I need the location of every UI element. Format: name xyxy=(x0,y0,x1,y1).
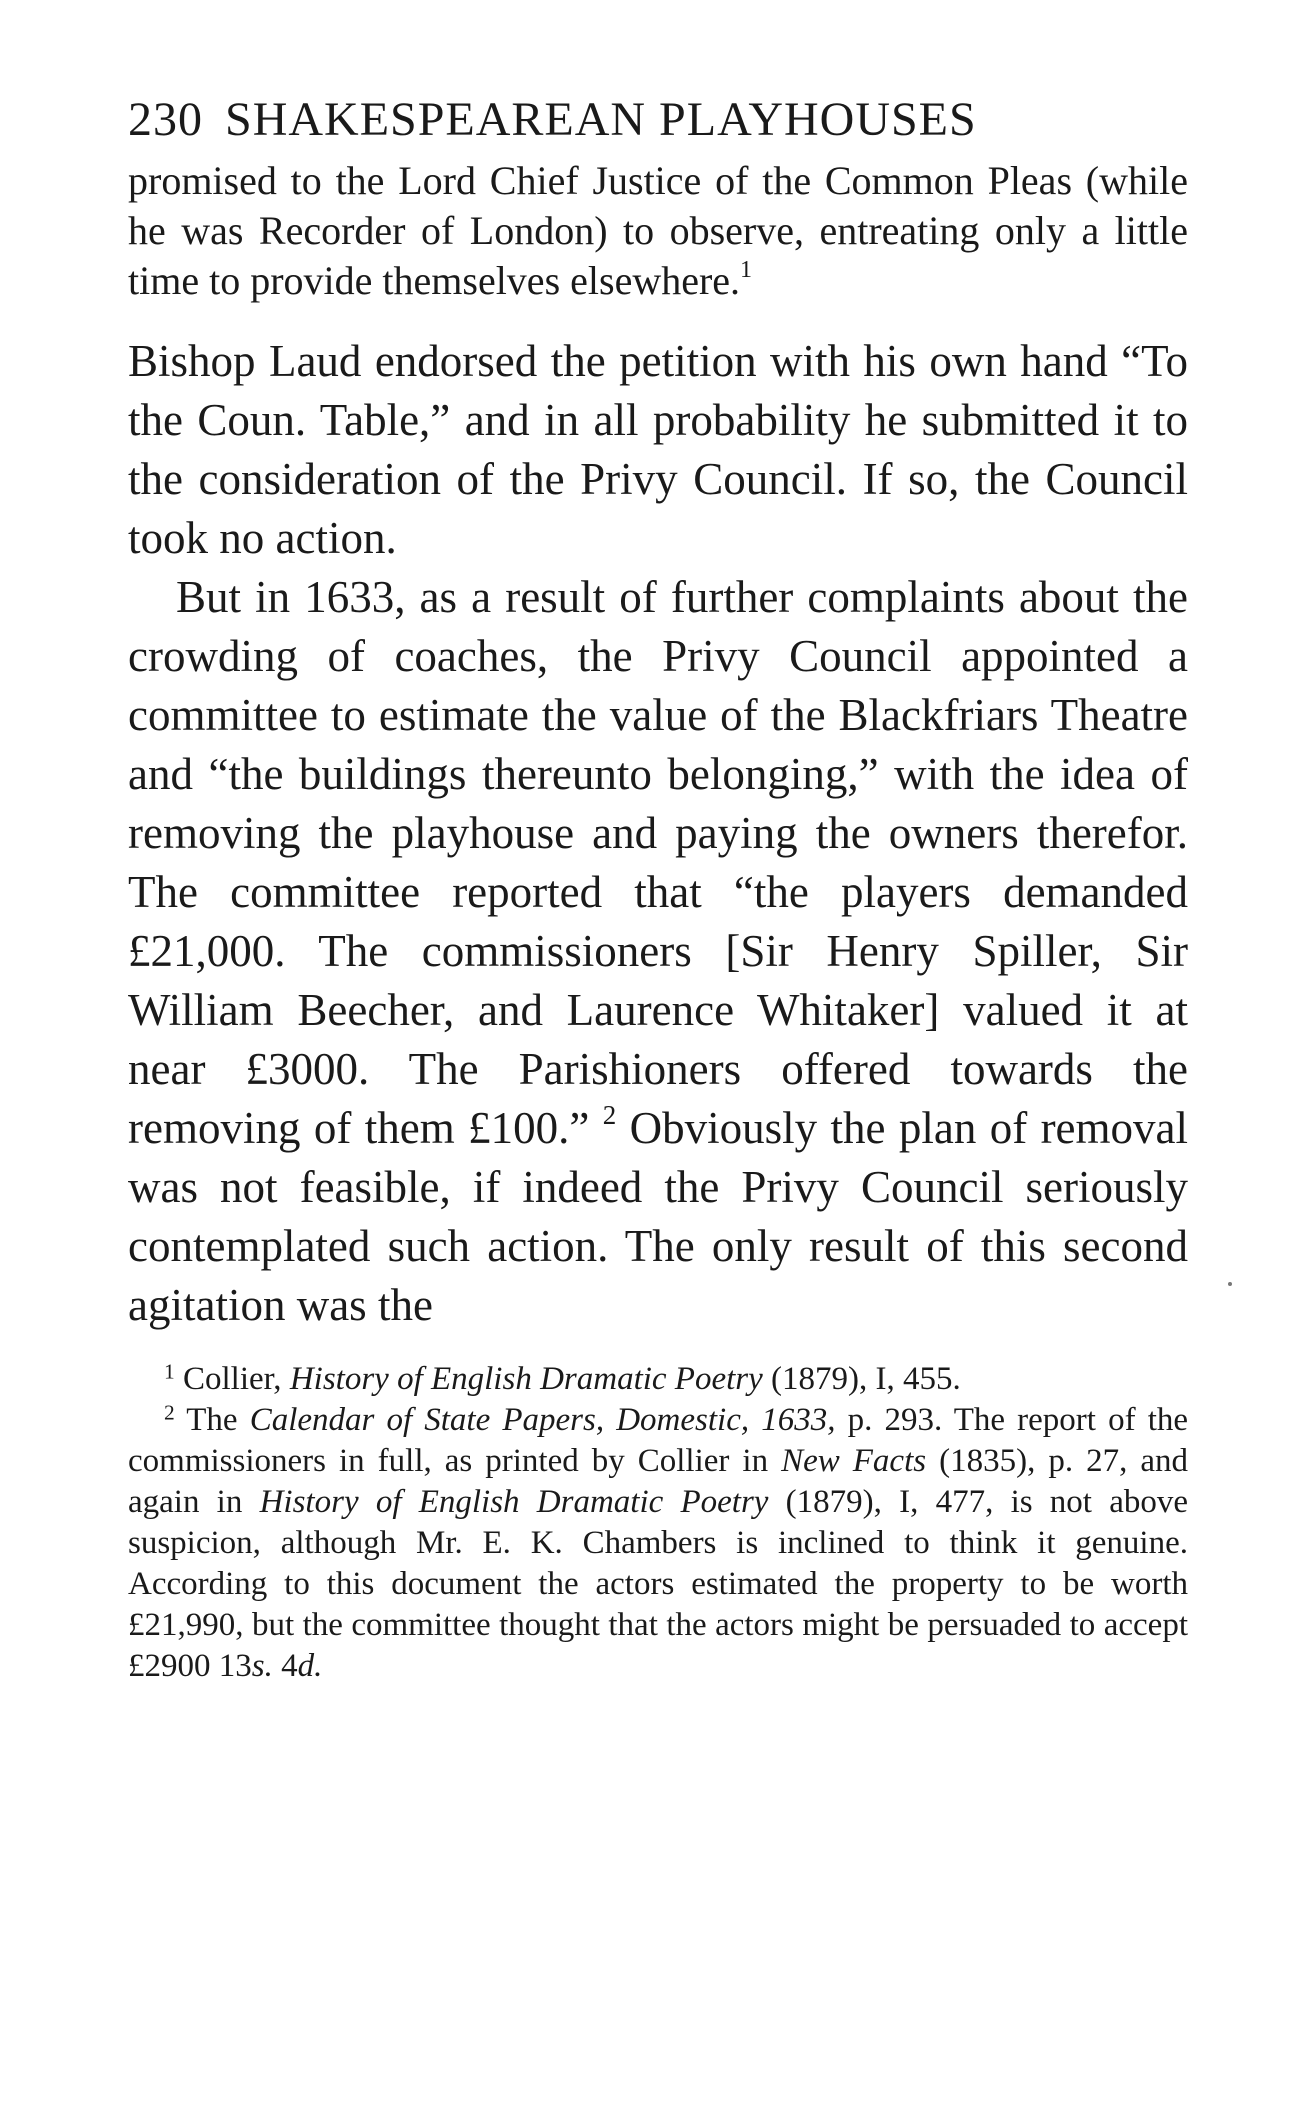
running-title: SHAKESPEAREAN PLAYHOUSES xyxy=(225,93,977,146)
footnote-2-text-pre: The xyxy=(186,1402,250,1438)
paragraph-laud xyxy=(128,332,1188,568)
paragraph-1-text: Bishop Laud endorsed the petition with his own hand “To the Coun. Table,” and in all probability he submitted it to the consideration of the Privy Council. If so, the Council took no action. xyxy=(128,336,1188,563)
footnote-1-text: Collier, xyxy=(182,1361,290,1397)
footnote-2-text-3: (1879), I, 477, is not above suspicion, although Mr. E. K. Chambers is inclined to think it genuine. According to this document the actors estimated the property to be worth £21,990, but the committee thought that the actors might be persuaded to accept £2900 13 xyxy=(128,1484,1188,1684)
footnote-1-title: History of English Dramatic Poetry xyxy=(289,1361,763,1397)
paragraph-2-text-b: Obviously the plan of removal was not feasible, if indeed the Privy Council seriously contemplated such action. The only result of this second agitation was the xyxy=(128,1103,1189,1330)
footnote-2-title-history: History of English Dramatic Poetry xyxy=(259,1484,769,1520)
footnote-2-pence: d. xyxy=(297,1648,323,1684)
footnote-1 xyxy=(128,1359,1188,1400)
footnote-2-marker: 2 xyxy=(164,1400,175,1425)
footnote-2 xyxy=(128,1400,1188,1687)
book-page xyxy=(128,90,1188,1687)
footnote-2-title-new-facts: New Facts xyxy=(781,1443,927,1479)
footnote-ref-1: 1 xyxy=(740,257,753,284)
footnote-1-citation: (1879), I, 455. xyxy=(762,1361,961,1397)
footnote-2-text-1: p. 293. The report of the commissioners in full, as printed by Collier in xyxy=(128,1402,1189,1479)
footnote-2-shillings: s. xyxy=(251,1648,273,1684)
footnote-ref-2: 2 xyxy=(602,1100,617,1131)
quoted-petition-text xyxy=(128,156,1188,306)
footnote-1-marker: 1 xyxy=(164,1359,175,1384)
footnote-2-title-calendar: Calendar of State Papers, Domestic, 1633, xyxy=(249,1402,836,1438)
stray-ink-mark xyxy=(1228,1282,1232,1286)
running-header xyxy=(128,90,1188,150)
footnotes xyxy=(128,1359,1188,1687)
footnote-2-text-2: (1835), p. 27, and again in xyxy=(128,1443,1189,1520)
quote-text: promised to the Lord Chief Justice of the Common Pleas (while he was Recorder of London) to observe, entreating only a little time to provide themselves elsewhere. xyxy=(128,158,1188,303)
page-number: 230 xyxy=(128,93,203,146)
paragraph-2-text-a: But in 1633, as a result of further complaints about the crowding of coaches, the Privy Council appointed a committee to estimate the value of the Blackfriars Theatre and “the buildings thereunto belonging,” with the idea of removing the playhouse and paying the owners therefor. The committee reported that “the players demanded £21,000. The commissioners [Sir Henry Spiller, Sir William Beecher, and Laurence Whitaker] valued it at near £3000. The Parishioners offered towards the removing of them £100.” xyxy=(128,572,1188,1153)
paragraph-1633 xyxy=(128,568,1188,1335)
footnote-2-text-4: 4 xyxy=(272,1648,298,1684)
